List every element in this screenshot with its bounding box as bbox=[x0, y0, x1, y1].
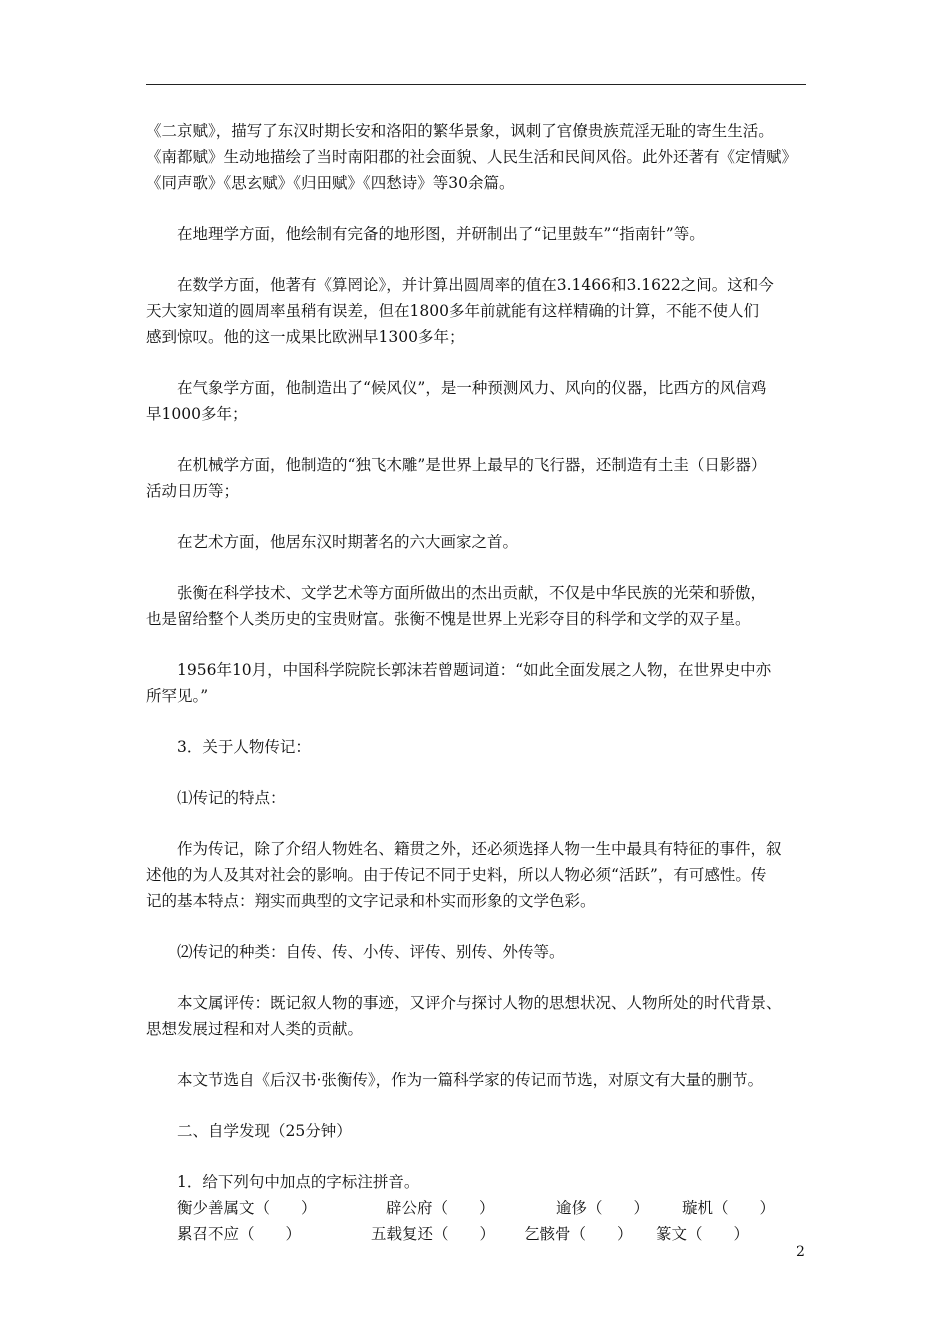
paragraph-features bbox=[146, 836, 810, 914]
text-line: 活动日历等； bbox=[146, 482, 240, 500]
paragraph-works bbox=[146, 118, 810, 196]
text-line: 作为传记，除了介绍人物姓名、籍贯之外，还必须选择人物一生中最具有特征的事件，叙 bbox=[177, 840, 782, 858]
exercise-item: 乞骸骨（ ） bbox=[524, 1225, 633, 1243]
text-line: 在气象学方面，他制造出了“候风仪”，是一种预测风力、风向的仪器，比西方的风信鸡 bbox=[177, 379, 767, 397]
text-line: 《同声歌》《思玄赋》《归田赋》《四愁诗》等30余篇。 bbox=[146, 174, 515, 192]
exercise-row bbox=[146, 1221, 810, 1247]
subheading-types bbox=[146, 939, 810, 965]
text-line: 在数学方面，他著有《算罔论》，并计算出圆周率的值在3.1466和3.1622之间。这和今 bbox=[177, 276, 774, 294]
text-line: 1956年10月，中国科学院院长郭沫若曾题词道：“如此全面发展之人物，在世界史中亦 bbox=[177, 661, 772, 679]
paragraph-mathematics bbox=[146, 272, 810, 350]
text-line: 二、自学发现（25分钟） bbox=[177, 1122, 352, 1140]
paragraph-critical-biography bbox=[146, 990, 810, 1042]
pinyin-exercise bbox=[146, 1195, 810, 1247]
text-line: 在机械学方面，他制造的“独飞木雕”是世界上最早的飞行器，还制造有土圭（日影器） bbox=[177, 456, 767, 474]
exercise-item: 逾侈（ ） bbox=[556, 1199, 650, 1217]
paragraph-inscription bbox=[146, 657, 810, 709]
text-line: 早1000多年； bbox=[146, 405, 248, 423]
exercise-row bbox=[146, 1195, 810, 1221]
text-line: 本文节选自《后汉书·张衡传》，作为一篇科学家的传记而节选，对原文有大量的删节。 bbox=[177, 1071, 764, 1089]
paragraph-mechanics bbox=[146, 452, 810, 504]
page-number: 2 bbox=[796, 1244, 805, 1260]
document-body bbox=[146, 118, 810, 1247]
text-line: ⑵传记的种类：自传、传、小传、评传、别传、外传等。 bbox=[177, 943, 565, 961]
text-line: 在艺术方面，他居东汉时期著名的六大画家之首。 bbox=[177, 533, 519, 551]
exercise-item: 篆文（ ） bbox=[656, 1225, 750, 1243]
section-heading-self-study bbox=[146, 1118, 810, 1144]
paragraph-meteorology bbox=[146, 375, 810, 427]
exercise-item: 累召不应（ ） bbox=[177, 1225, 302, 1243]
paragraph-contribution bbox=[146, 580, 810, 632]
exercise-item: 五载复还（ ） bbox=[371, 1225, 496, 1243]
exercise-item: 衡少善属文（ ） bbox=[177, 1199, 317, 1217]
text-line: ⑴传记的特点： bbox=[177, 789, 286, 807]
text-line: 本文属评传：既记叙人物的事迹，又评介与探讨人物的思想状况、人物所处的时代背景、 bbox=[177, 994, 782, 1012]
text-line: 3．关于人物传记： bbox=[177, 738, 311, 756]
exercise-instruction bbox=[146, 1169, 810, 1195]
text-line: 《二京赋》，描写了东汉时期长安和洛阳的繁华景象，讽刺了官僚贵族荒淫无耻的寄生生活。 bbox=[146, 122, 774, 140]
text-line: 《南都赋》生动地描绘了当时南阳郡的社会面貌、人民生活和民间风俗。此外还著有《定情赋》 bbox=[146, 148, 798, 166]
exercise-item: 辟公府（ ） bbox=[386, 1199, 495, 1217]
paragraph-art bbox=[146, 529, 810, 555]
text-line: 在地理学方面，他绘制有完备的地形图，并研制出了“记里鼓车”“指南针”等。 bbox=[177, 225, 705, 243]
text-line: 也是留给整个人类历史的宝贵财富。张衡不愧是世界上光彩夺目的科学和文学的双子星。 bbox=[146, 610, 751, 628]
text-line: 思想发展过程和对人类的贡献。 bbox=[146, 1020, 364, 1038]
paragraph-geography bbox=[146, 221, 810, 247]
text-line: 记的基本特点：翔实而典型的文字记录和朴实而形象的文学色彩。 bbox=[146, 892, 596, 910]
text-line: 张衡在科学技术、文学艺术等方面所做出的杰出贡献，不仅是中华民族的光荣和骄傲， bbox=[177, 584, 767, 602]
text-line: 1．给下列句中加点的字标注拼音。 bbox=[177, 1173, 420, 1191]
paragraph-source bbox=[146, 1067, 810, 1093]
text-line: 感到惊叹。他的这一成果比欧洲早1300多年； bbox=[146, 328, 465, 346]
exercise-item: 璇机（ ） bbox=[682, 1199, 776, 1217]
text-line: 所罕见。” bbox=[146, 687, 209, 705]
text-line: 述他的为人及其对社会的影响。由于传记不同于史料，所以人物必须“活跃”，有可感性。传 bbox=[146, 866, 767, 884]
section-heading-biography bbox=[146, 734, 810, 760]
subheading-features bbox=[146, 785, 810, 811]
header-rule bbox=[146, 84, 806, 85]
text-line: 天大家知道的圆周率虽稍有误差，但在1800多年前就能有这样精确的计算，不能不使人们 bbox=[146, 302, 759, 320]
